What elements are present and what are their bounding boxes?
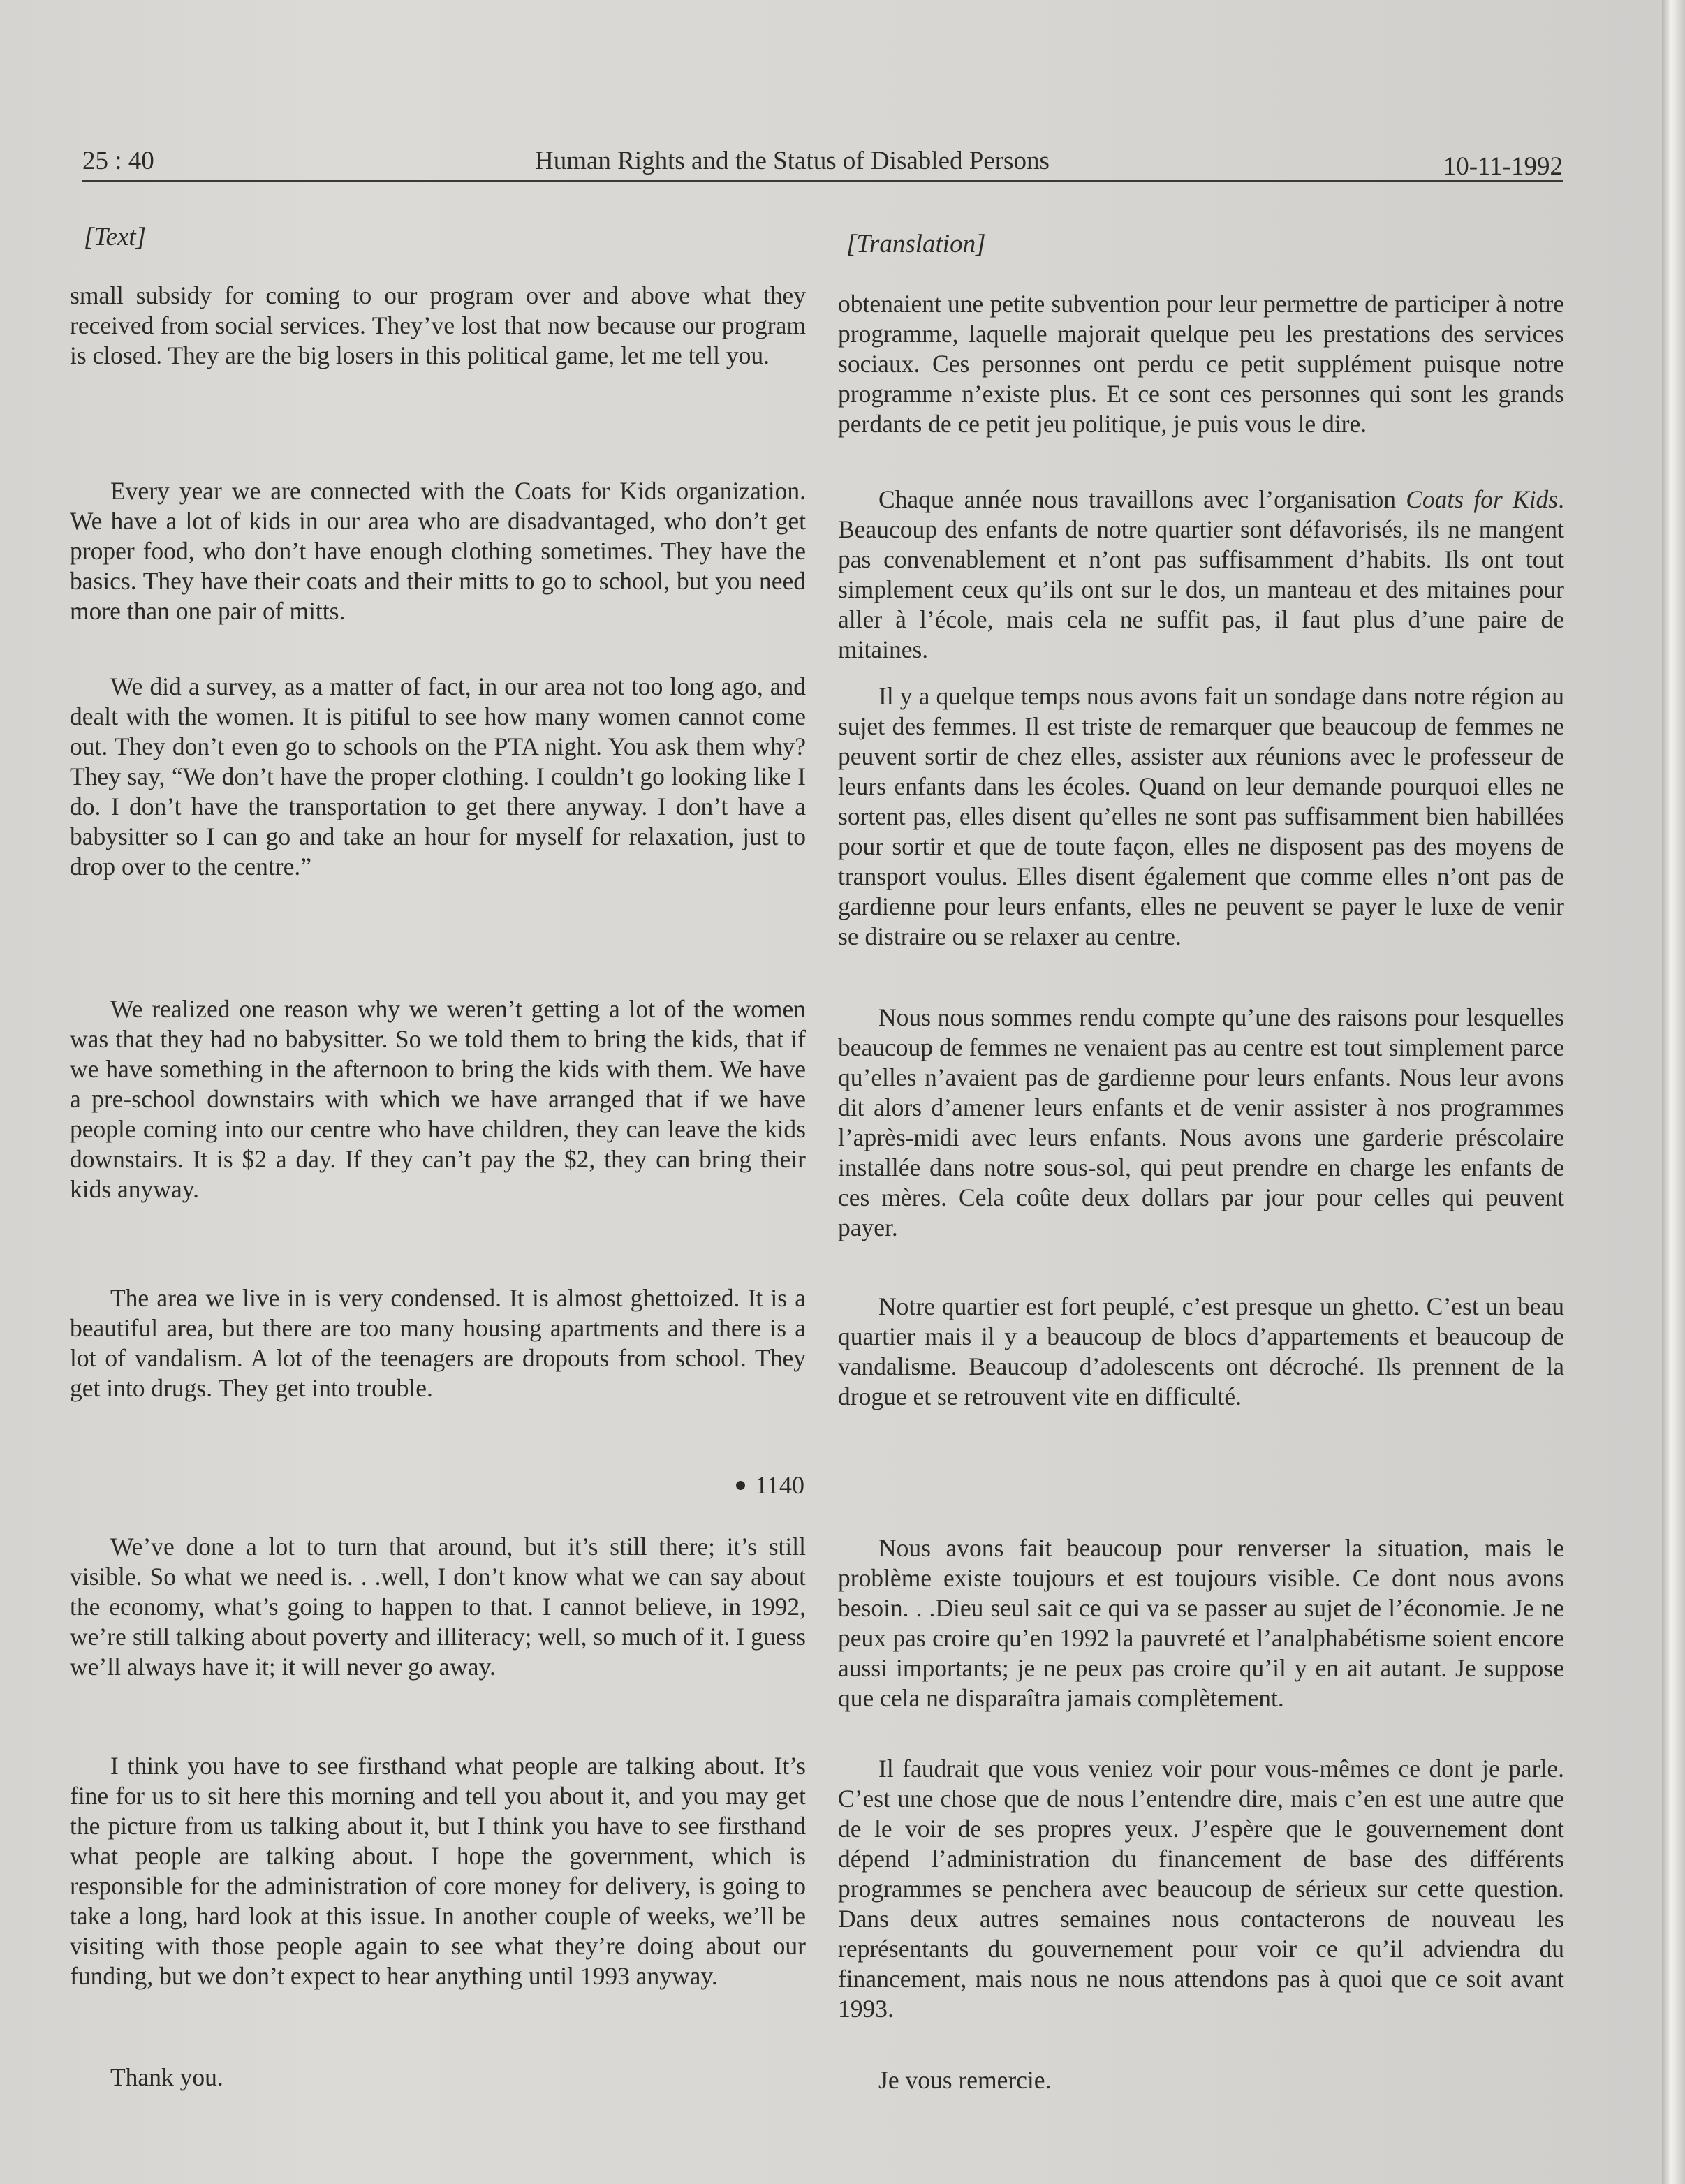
fr-paragraph-1: obtenaient une petite subvention pour leur permettre de participer à notre programme, laquelle majorait quelque peu les prestations des services sociaux. Ces personnes ont perdu ce petit supplément puisque notre programme n’existe plus. Et ce sont ces personnes qui sont les grands perdants de ce petit jeu politique, je puis vous le dire. (838, 290, 1564, 438)
en-paragraph-8: Thank you. (110, 2063, 223, 2091)
fr-paragraph-5: Notre quartier est fort peuplé, c’est presque un ghetto. C’est un beau quartier mais il y a beaucoup de blocs d’appartements et beaucoup de vandalisme. Beaucoup d’adolescents ont décroché. Ils prennent de la drogue et se retrouvent vite en difficulté. (838, 1292, 1564, 1410)
translation-label: [Translation] (846, 230, 986, 258)
time-marker (736, 1470, 804, 1500)
header-date: 10-11-1992 (1443, 152, 1563, 181)
fr-paragraph-7: Il faudrait que vous veniez voir pour vous-mêmes ce dont je parle. C’est une chose que de nous l’entendre dire, mais c’en est une autre que de le voir de ses propres yeux. J’espère que le gouvernement dont dépend l’administration du financement de base des différents programmes se penchera avec beaucoup de sérieux sur cette question. Dans deux autres semaines nous contacterons de nouveau les représentants du gouvernement pour voir ce qu’il adviendra du financement, mais nous ne nous attendons pas à quoi que ce soit avant 1993. (838, 1755, 1564, 2023)
en-paragraph-2: Every year we are connected with the Coats for Kids organization. We have a lot of kids in our area who are disadvantaged, who don’t get proper food, who don’t have enough clothing sometimes. They have the basics. They have their coats and their mitts to go to school, but you need more than one pair of mitts. (70, 477, 806, 625)
time-marker-value: 1140 (755, 1471, 804, 1499)
page-number: 25 : 40 (82, 147, 154, 175)
fr-paragraph-3: Il y a quelque temps nous avons fait un sondage dans notre région au sujet des femmes. Il est triste de remarquer que beaucoup de femmes ne peuvent sortir de chez elles, assister aux réunions avec le professeur de leurs enfants dans les écoles. Quand on leur demande pourquoi elles ne sortent pas, elles disent qu’elles ne sont pas suffisamment bien habillées pour sortir et que de toute façon, elles ne disposent pas des moyens de transport voulus. Elles disent également que comme elles n’ont pas de gardienne pour leurs enfants, elles ne peuvent se payer le luxe de venir se distraire ou se relaxer au centre. (838, 682, 1564, 950)
en-paragraph-1: small subsidy for coming to our program over and above what they received from social services. They’ve lost that now because our program is closed. They are the big losers in this political game, let me tell you. (70, 281, 806, 369)
running-title: Human Rights and the Status of Disabled Persons (535, 147, 1050, 175)
fr-paragraph-6: Nous avons fait beaucoup pour renverser la situation, mais le problème existe toujours et est toujours visible. Ce dont nous avons besoin. . .Dieu seul sait ce qui va se passer au sujet de l’économie. Je ne peux pas croire qu’en 1992 la pauvreté et l’analphabétisme soient encore aussi importants; je ne peux pas croire qu’il y en ait autant. Je suppose que cela ne disparaîtra jamais complètement. (838, 1534, 1564, 1712)
bullet-icon (736, 1481, 745, 1490)
text-label: [Text] (84, 223, 147, 251)
fr-paragraph-4: Nous nous sommes rendu compte qu’une des raisons pour lesquelles beaucoup de femmes ne venaient pas au centre est tout simplement parce qu’elles n’avaient pas de gardienne pour leurs enfants. Nous leur avons dit alors d’amener leurs enfants et de venir assister à nos programmes l’après-midi avec leurs enfants. Nous avons une garderie préscolaire installée dans notre sous-sol, qui peut prendre en charge les enfants de ces mères. Cela coûte deux dollars par jour pour celles qui peuvent payer. (838, 1003, 1564, 1241)
running-header (82, 140, 1563, 182)
en-paragraph-6: We’ve done a lot to turn that around, but it’s still there; it’s still visible. So what we need is. . .well, I don’t know what we can say about the economy, what’s going to happen to that. I cannot believe, in 1992, we’re still talking about poverty and illiteracy; well, so much of it. I guess we’ll always have it; it will never go away. (70, 1533, 806, 1681)
page-edge (1662, 0, 1685, 2184)
organization-name: Coats for Kids (1406, 485, 1559, 513)
fr-paragraph-2: Chaque année nous travaillons avec l’organisation Coats for Kids. Beaucoup des enfants de notre quartier sont défavorisés, ils ne mangent pas convenablement et n’ont pas suffisamment d’habits. Ils ont tout simplement ceux qu’ils ont sur le dos, un manteau et des mitaines pour aller à l’école, mais cela ne suffit pas, il faut plus d’une paire de mitaines. (838, 485, 1564, 663)
en-paragraph-5: The area we live in is very condensed. It is almost ghettoized. It is a beautiful area, but there are too many housing apartments and there is a lot of vandalism. A lot of the teenagers are dropouts from school. They get into drugs. They get into trouble. (70, 1284, 806, 1402)
fr-paragraph-8: Je vous remercie. (878, 2066, 1052, 2094)
en-paragraph-4: We realized one reason why we weren’t getting a lot of the women was that they had no babysitter. So we told them to bring the kids, that if we have something in the afternoon to bring the kids with them. We have a pre-school downstairs with which we have arranged that if we have people coming into our centre who have children, they can leave the kids downstairs. It is $2 a day. If they can’t pay the $2, they can bring their kids anyway. (70, 995, 806, 1203)
en-paragraph-7: I think you have to see firsthand what people are talking about. It’s fine for us to sit here this morning and tell you about it, and you may get the picture from us talking about it, but I think you have to see firsthand what people are talking about. I hope the government, which is responsible for the administration of core money for delivery, is going to take a long, hard look at this issue. In another couple of weeks, we’ll be visiting with those people again to see what they’re doing about our funding, but we don’t expect to hear anything until 1993 anyway. (70, 1752, 806, 1990)
en-paragraph-3: We did a survey, as a matter of fact, in our area not too long ago, and dealt with the women. It is pitiful to see how many women cannot come out. They don’t even go to schools on the PTA night. You ask them why? They say, “We don’t have the proper clothing. I couldn’t go looking like I do. I don’t have the transportation to get there anyway. I don’t have a babysitter so I can go and take an hour for myself for relaxation, just to drop over to the centre.” (70, 672, 806, 880)
